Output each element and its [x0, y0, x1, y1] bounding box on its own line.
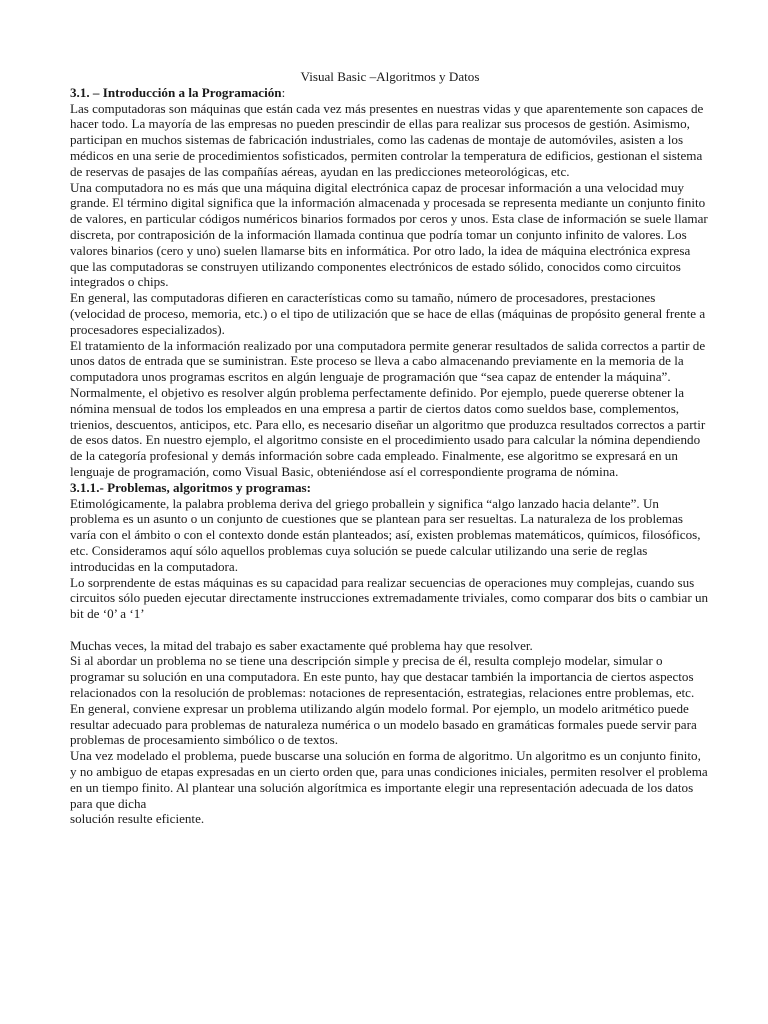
- section-heading-problemas: 3.1.1.- Problemas, algoritmos y programas:: [70, 479, 311, 495]
- document-page: [70, 69, 710, 827]
- paragraph: Si al abordar un problema no se tiene una descripción simple y precisa de él, resulta complejo modelar, simular o programar su solución en una computadora. En este punto, hay que destacar también la importancia de ciertos aspectos relacionados con la resolución de problemas: notaciones de representación, estrategias, relaciones entre problemas, etc.: [70, 653, 695, 701]
- section-heading-introduccion: [70, 85, 710, 101]
- paragraph: Etimológicamente, la palabra problema deriva del griego proballein y significa “algo lanzado hacia delante”. Un problema es un asunto o un conjunto de cuestiones que se plantean para ser resueltas. La naturaleza de los problemas varía con el ámbito o con el contexto donde están planteados; así, existen problemas matemáticos, químicos, filosóficos, etc. Consideramos aquí sólo aquellos problemas cuya solución se puede calcular utilizando una serie de reglas introducidas en la computadora.: [70, 495, 701, 574]
- paragraph: solución resulte eficiente.: [70, 811, 205, 827]
- blank-line: [70, 622, 710, 638]
- paragraph: Las computadoras son máquinas que están cada vez más presentes en nuestras vidas y que aparentemente son capaces de hacer todo. La mayoría de las empresas no pueden prescindir de ellas para realizar sus procesos de gestión. Asimismo, participan en muchos sistemas de fabricación industriales, como las cadenas de montaje de automóviles, asisten a los médicos en una serie de procedimientos sofisticados, permiten controlar la temperatura de edificios, gestionan el sistema de reservas de pasajes de las compañías aéreas, ayudan en las predicciones meteorológicas, etc.: [70, 100, 704, 179]
- paragraph: En general, conviene expresar un problema utilizando algún modelo formal. Por ejemplo, un modelo aritmético puede resultar adecuado para problemas de naturaleza numérica o un modelo basado en gramáticas formales puede servir para problemas de procesamiento simbólico o de textos.: [70, 700, 697, 748]
- paragraph: El tratamiento de la información realizado por una computadora permite generar resultados de salida correctos a partir de unos datos de entrada que se suministran. Este proceso se lleva a cabo almacenando previamente en la memoria de la computadora unos programas escritos en algún lenguaje de programación que “sea capaz de entender la máquina”. Normalmente, el objetivo es resolver algún problema perfectamente definido. Por ejemplo, puede quererse obtener la nómina mensual de todos los empleados en una empresa a partir de ciertos datos como sueldos base, complementos, trienios, descuentos, anticipos, etc. Para ello, es necesario diseñar un algoritmo que produzca resultados correctos a partir de esos datos. En nuestro ejemplo, el algoritmo consiste en el procedimiento usado para calcular la nómina dependiendo de la categoría profesional y demás información sobre cada empleado. Finalmente, ese algoritmo se expresará en un lenguaje de programación, como Visual Basic, obteniéndose así el correspondiente programa de nómina.: [70, 337, 706, 479]
- paragraph: Lo sorprendente de estas máquinas es su capacidad para realizar secuencias de operaciones muy complejas, cuando sus circuitos sólo pueden ejecutar directamente instrucciones extremadamente triviales, como comparar dos bits o cambiar un bit de ‘0’ a ‘1’: [70, 574, 709, 622]
- section-heading-text: 3.1. – Introducción a la Programación: [70, 84, 282, 100]
- document-title: Visual Basic –Algoritmos y Datos: [300, 69, 480, 84]
- paragraph: En general, las computadoras difieren en características como su tamaño, número de procesadores, prestaciones (velocidad de proceso, memoria, etc.) o el tipo de utilización que se hace de ellas (máquinas de propósito general frente a procesadores especializados).: [70, 290, 706, 337]
- paragraph: Muchas veces, la mitad del trabajo es saber exactamente qué problema hay que resolver.: [70, 637, 533, 653]
- section-heading-colon: :: [281, 84, 286, 100]
- paragraph: Una computadora no es más que una máquina digital electrónica capaz de procesar información a una velocidad muy grande. El término digital significa que la información almacenada y procesada se representa mediante un conjunto finito de valores, en particular códigos numéricos binarios formados por ceros y unos. Esta clase de información se suele llamar discreta, por contraposición de la información llamada continua que podría tomar un conjunto infinito de valores. Los valores binarios (cero y uno) suelen llamarse bits en informática. Por otro lado, la idea de máquina electrónica expresa que las computadoras se construyen utilizando componentes electrónicos de estado sólido, conocidos como circuitos integrados o chips.: [70, 179, 708, 290]
- paragraph: Una vez modelado el problema, puede buscarse una solución en forma de algoritmo. Un algoritmo es un conjunto finito, y no ambiguo de etapas expresadas en un cierto orden que, para unas condiciones iniciales, permiten resolver el problema en un tiempo finito. Al plantear una solución algorítmica es importante elegir una representación adecuada de los datos para que dicha: [70, 748, 708, 811]
